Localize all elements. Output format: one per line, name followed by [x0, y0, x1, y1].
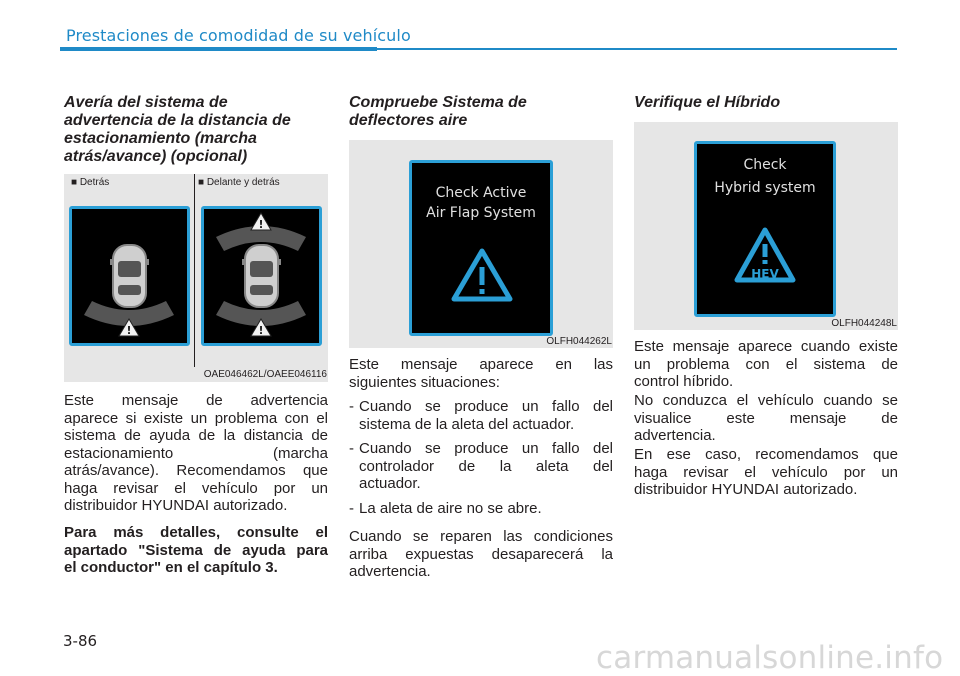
front-rear-parking-diagram	[204, 209, 319, 343]
page-header-title: Prestaciones de comodidad de su vehículo	[66, 26, 411, 45]
svg-text:!: !	[258, 324, 264, 337]
figure-label-front-rear: ■ Delante y detrás	[198, 177, 280, 188]
page-number: 3-86	[63, 632, 98, 650]
watermark: carmanualsonline.info	[596, 640, 944, 676]
figure-code: OAE046462L/OAEE046116	[203, 369, 327, 380]
parking-warning-figure	[64, 174, 328, 382]
car-icon	[110, 245, 149, 307]
list-item: - Cuando se produce un fallo del controlador de la aleta del actuador.	[349, 440, 613, 492]
section-heading-parking-warning: Avería del sistema de advertencia de la distancia de estacionamiento (marcha atrás/avance) (opcional)	[64, 94, 291, 165]
warning-triangle-icon	[450, 247, 514, 303]
svg-text:!: !	[126, 324, 132, 337]
figure-divider	[194, 174, 195, 367]
hev-badge: HEV	[751, 267, 779, 281]
header-rule-thin	[377, 48, 897, 50]
air-flap-warning-screen	[409, 160, 553, 336]
list-item: - Cuando se produce un fallo del sistema de la aleta del actuador.	[349, 398, 613, 433]
figure-code: OLFH044262L	[546, 336, 612, 347]
air-flap-conditions-list	[349, 398, 613, 524]
warning-icon	[251, 213, 271, 231]
air-flap-figure	[349, 140, 613, 348]
hev-warning-icon	[733, 226, 797, 284]
hybrid-paragraph-2: No conduzca el vehículo cuando se visualice este mensaje de advertencia.	[634, 392, 898, 444]
rear-parking-diagram	[72, 209, 187, 343]
hybrid-message: Check Hybrid system	[714, 157, 816, 196]
car-icon	[242, 245, 281, 307]
hybrid-paragraph-1: Este mensaje aparece cuando existe un problema con el sistema de control híbrido.	[634, 338, 898, 390]
figure-code: OLFH044248L	[831, 318, 897, 329]
svg-text:!: !	[258, 218, 264, 231]
figure-label-rear: ■ Detrás	[71, 177, 110, 188]
hybrid-figure	[634, 122, 898, 330]
header-rule	[60, 47, 377, 51]
air-flap-outro: Cuando se reparen las condiciones arriba expuestas desaparecerá la advertencia.	[349, 528, 613, 580]
hybrid-warning-screen	[694, 141, 836, 317]
air-flap-message: Check Active Air Flap System	[426, 185, 536, 221]
section-heading-hybrid: Verifique el Híbrido	[634, 94, 781, 111]
front-rear-parking-screen	[201, 206, 322, 346]
hybrid-paragraph-3: En ese caso, recomendamos que haga revisar el vehículo por un distribuidor HYUNDAI autorizado.	[634, 446, 898, 498]
parking-warning-description: Este mensaje de advertencia aparece si existe un problema con el sistema de ayuda de la distancia de estacionamiento (marcha atrás/avance). Recomendamos que haga revisar el vehículo por un distribuidor HYUNDAI autorizado.	[64, 392, 328, 514]
list-item: - La aleta de aire no se abre.	[349, 499, 542, 517]
parking-warning-reference-note: Para más detalles, consulte el apartado "Sistema de ayuda para el conductor" en el capítulo 3.	[64, 524, 328, 576]
section-heading-air-flap: Compruebe Sistema de deflectores aire	[349, 94, 527, 129]
air-flap-intro: Este mensaje aparece en las siguientes situaciones:	[349, 356, 613, 391]
rear-parking-screen	[69, 206, 190, 346]
